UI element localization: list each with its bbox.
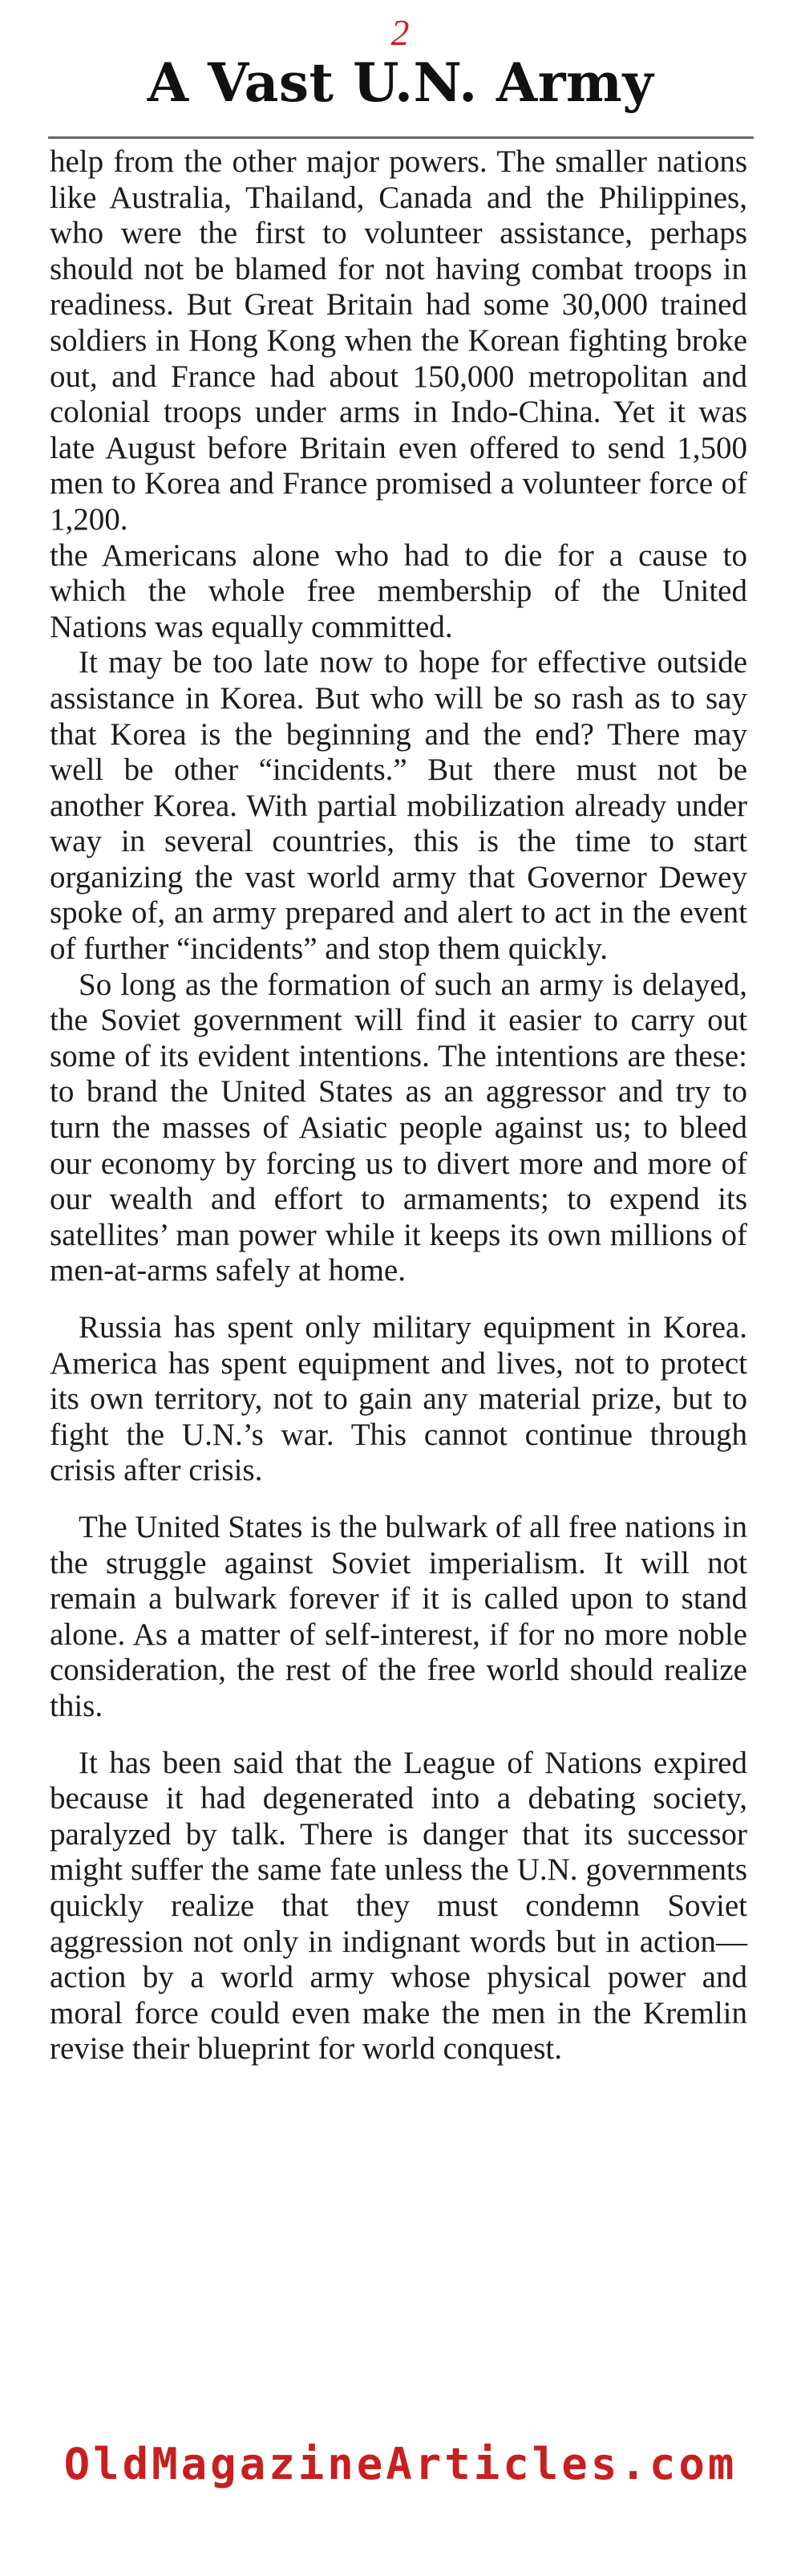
article-body <box>50 144 747 2067</box>
paragraph: It has been said that the League of Nations expired because it had degenerated into a debating society, paralyzed by talk. There is danger that its successor might suffer the same fate unless the U.N. governments quickly realize that they must condemn Soviet aggression not only in indignant words but in action—action by a world army whose physical power and moral force could even make the men in the Kremlin revise their blueprint for world conquest. <box>50 1745 747 2067</box>
article-title: A Vast U.N. Army <box>147 51 654 114</box>
site-watermark: OldMagazineArticles.com <box>63 2439 738 2489</box>
paragraph: help from the other major powers. The smaller nations like Australia, Thailand, Canada and the Philippines, who were the first to volunteer assistance, perhaps should not be blamed for not having combat troops in readiness. But Great Britain had some 30,000 trained soldiers in Hong Kong when the Korean fighting broke out, and France had about 150,000 metropolitan and colonial troops under arms in Indo-China. Yet it was late August before Britain even offered to send 1,500 men to Korea and France promised a volunteer force of 1,200. <box>50 144 747 537</box>
paragraph: It may be too late now to hope for effective outside assistance in Korea. But who will be so rash as to say that Korea is the beginning and the end? There may well be other “incidents.” But there must not be another Korea. With partial mobilization already under way in several countries, this is the time to start organizing the vast world army that Governor Dewey spoke of, an army prepared and alert to act in the event of further “incidents” and stop them quickly. <box>50 645 747 967</box>
title-rule <box>48 136 754 139</box>
paragraph: Russia has spent only military equipment in Korea. America has spent equipment and lives, not to protect its own territory, not to gain any material prize, but to fight the U.N.’s war. This cannot continue through crisis after crisis. <box>50 1310 747 1488</box>
page-number: 2 <box>390 12 411 53</box>
paragraph: the Americans alone who had to die for a cause to which the whole free membership of the United Nations was equally committed. <box>50 538 747 644</box>
paragraph: The United States is the bulwark of all free nations in the struggle against Soviet imperialism. It will not remain a bulwark forever if it is called upon to stand alone. As a matter of self-interest, if for no more noble consideration, the rest of the free world should realize this. <box>50 1509 747 1723</box>
paragraph: So long as the formation of such an army is delayed, the Soviet government will find it easier to carry out some of its evident intentions. The intentions are these: to brand the United States as an aggressor and try to turn the masses of Asiatic people against us; to bleed our economy by forcing us to divert more and more of our wealth and effort to armaments; to expend its satellites’ man power while it keeps its own millions of men-at-arms safely at home. <box>50 967 747 1288</box>
